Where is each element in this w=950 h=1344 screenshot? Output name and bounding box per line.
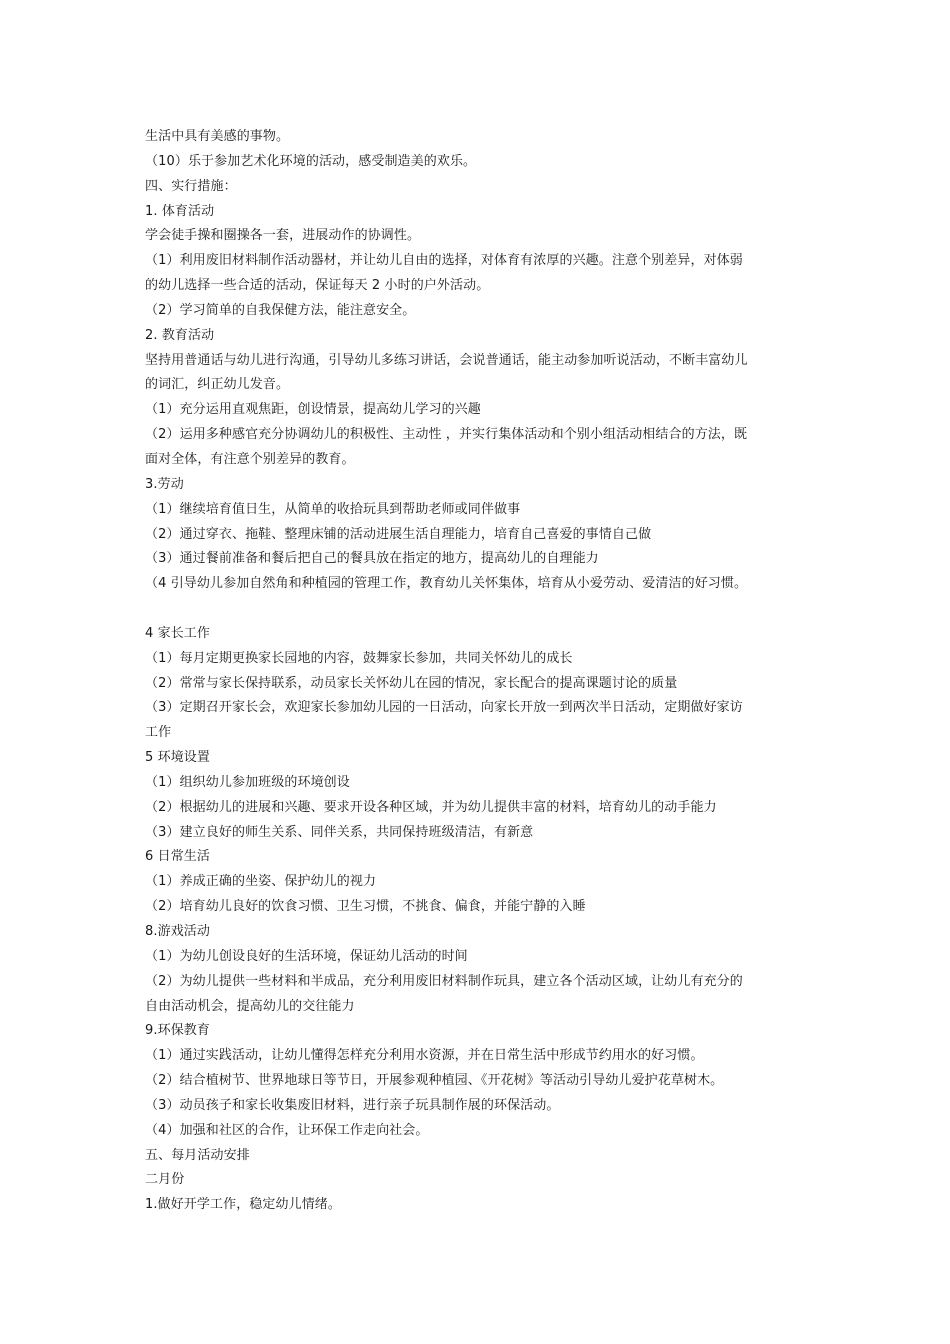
- text-line: （2）运用多种感官充分协调幼儿的积极性、主动性 ，并实行集体活动和个别小组活动相结合的方法，既: [145, 427, 748, 443]
- section-heading: 五、每月活动安排: [145, 1147, 250, 1163]
- text-line: （2）常常与家长保持联系，动员家长关怀幼儿在园的情况，家长配合的提高课题讨论的质量: [145, 675, 678, 691]
- text-line: （3）通过餐前准备和餐后把自己的餐具放在指定的地方，提高幼儿的自理能力: [145, 551, 599, 567]
- text-line: 的幼儿选择一些合适的活动，保证每天 2 小时的户外活动。: [145, 278, 490, 294]
- text-line: （2）根据幼儿的进展和兴趣、要求开设各种区域，并为幼儿提供丰富的材料，培育幼儿的动手能力: [145, 799, 717, 815]
- text-line: 1.做好开学工作，稳定幼儿情绪。: [145, 1197, 342, 1213]
- text-line: 自由活动机会，提高幼儿的交往能力: [145, 998, 355, 1014]
- text-line: （1）充分运用直观焦距，创设情景，提高幼儿学习的兴趣: [145, 402, 481, 418]
- text-line: （4）加强和社区的合作，让环保工作走向社会。: [145, 1122, 429, 1138]
- text-line: 工作: [145, 725, 172, 741]
- subsection-heading: 8.游戏活动: [145, 924, 211, 939]
- text-line: （1）利用废旧材料制作活动器材，并让幼儿自由的选择，对体育有浓厚的兴趣。注意个别差异，对体弱: [145, 253, 743, 269]
- subsection-heading: 1. 体育活动: [145, 203, 215, 219]
- text-line: （2）通过穿衣、拖鞋、整理床铺的活动进展生活自理能力，培育自己喜爱的事情自己做: [145, 526, 652, 542]
- text-line: 坚持用普通话与幼儿进行沟通，引导幼儿多练习讲话，会说普通话，能主动参加听说活动，不断丰富幼儿: [145, 352, 748, 368]
- blank-line: [145, 597, 810, 622]
- text-line: （4 引导幼儿参加自然角和种植园的管理工作，教育幼儿关怀集体，培育从小爱劳动、爱清洁的好习惯。: [145, 576, 748, 592]
- text-line: （1）组织幼儿参加班级的环境创设: [145, 774, 350, 790]
- document-body: [145, 125, 810, 1218]
- text-line: （1）养成正确的坐姿、保护幼儿的视力: [145, 874, 377, 890]
- subsection-heading: 9.环保教育: [145, 1023, 211, 1039]
- text-line: （10）乐于参加艺术化环境的活动，感受制造美的欢乐。: [145, 153, 477, 169]
- text-line: （1）继续培育值日生，从简单的收拾玩具到帮助老师或同伴做事: [145, 501, 521, 517]
- text-line: （1）通过实践活动，让幼儿懂得怎样充分利用水资源，并在日常生活中形成节约用水的好习惯。: [145, 1048, 704, 1064]
- subsection-heading: 2. 教育活动: [145, 327, 215, 343]
- subsection-heading: 5 环境设置: [145, 750, 211, 766]
- text-line: （3）动员孩子和家长收集废旧材料，进行亲子玩具制作展的环保活动。: [145, 1097, 560, 1113]
- text-line: （3）定期召开家长会，欢迎家长参加幼儿园的一日活动，向家长开放一到两次半日活动，定期做好家访: [145, 700, 743, 716]
- text-line: 的词汇，纠正幼儿发音。: [145, 377, 290, 393]
- subsection-heading: 二月份: [145, 1172, 185, 1188]
- section-heading: 四、实行措施：: [145, 178, 237, 194]
- text-line: （2）为幼儿提供一些材料和半成品，充分利用废旧材料制作玩具，建立各个活动区域，让幼儿有充分的: [145, 973, 743, 989]
- text-line: （1）为幼儿创设良好的生活环境，保证幼儿活动的时间: [145, 948, 468, 964]
- text-line: （3）建立良好的师生关系、同伴关系，共同保持班级清洁，有新意: [145, 824, 534, 840]
- text-line: 学会徒手操和圈操各一套，进展动作的协调性。: [145, 228, 421, 244]
- text-line: （2）学习简单的自我保健方法，能注意安全。: [145, 302, 416, 318]
- subsection-heading: 4 家长工作: [145, 625, 211, 641]
- text-line: 生活中具有美感的事物。: [145, 129, 290, 144]
- text-line: 面对全体，有注意个别差异的教育。: [145, 451, 355, 467]
- subsection-heading: 6 日常生活: [145, 849, 211, 865]
- text-line: （1）每月定期更换家长园地的内容，鼓舞家长参加，共同关怀幼儿的成长: [145, 650, 573, 666]
- text-line: （2）培育幼儿良好的饮食习惯、卫生习惯，不挑食、偏食，并能宁静的入睡: [145, 899, 586, 915]
- text-line: （2）结合植树节、世界地球日等节日，开展参观种植园、《开花树》等活动引导幼儿爱护花草树木。: [145, 1073, 724, 1089]
- subsection-heading: 3.劳动: [145, 476, 184, 492]
